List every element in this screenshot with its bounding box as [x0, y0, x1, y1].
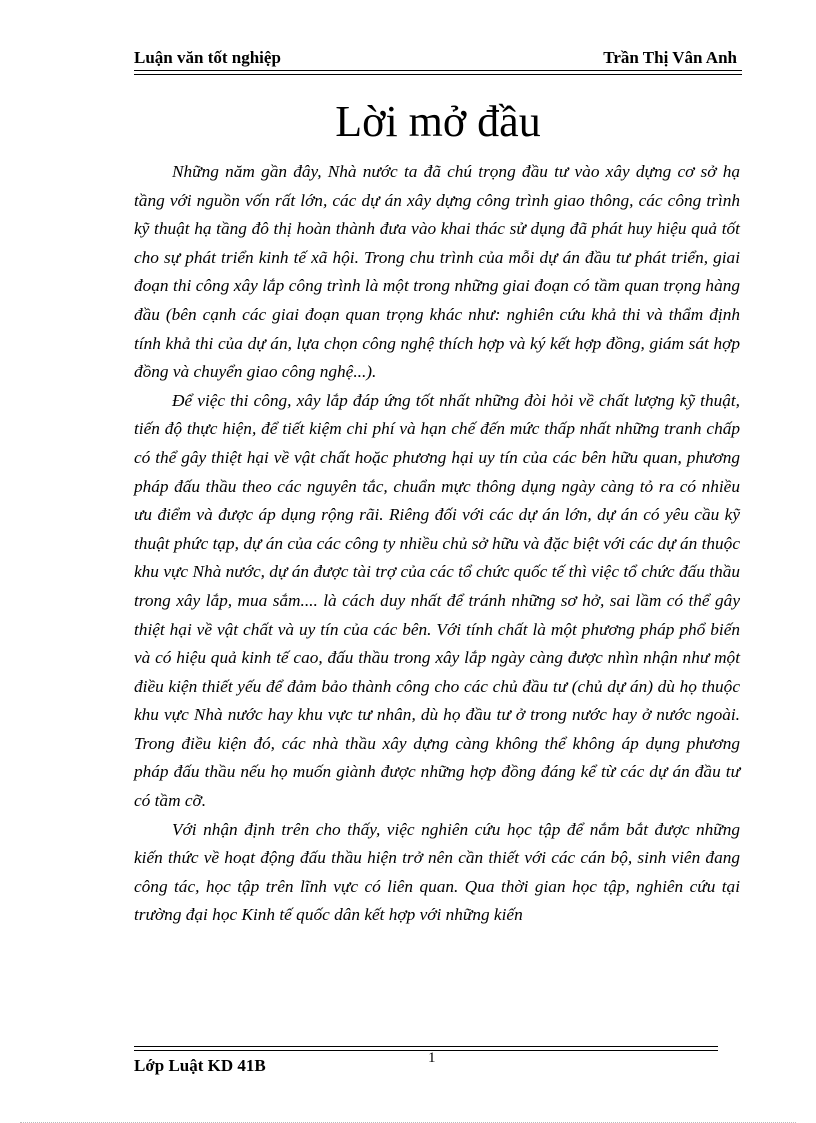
paragraph: Để việc thi công, xây lắp đáp ứng tốt nhất những đòi hỏi về chất lượng kỹ thuật, tiến độ thực hiện, để tiết kiệm chi phí và hạn chế đến mức thấp nhất những tranh chấp có thể gây thiệt hại về vật chất hoặc phương hại uy tín của các bên hữu quan, phương pháp đấu thầu theo các nguyên tắc, chuẩn mực thông dụng ngày càng tỏ ra có nhiều ưu điểm và được áp dụng rộng rãi. Riêng đối với các dự án lớn, dự án có yêu cầu kỹ thuật phức tạp, dự án của các công ty nhiều chủ sở hữu và đặc biệt với các dự án thuộc khu vực Nhà nước, dự án được tài trợ của các tổ chức quốc tế thì việc tổ chức đấu thầu trong xây lắp, mua sắm.... là cách duy nhất để tránh những sơ hở, sai lầm có thể gây thiệt hại về vật chất và uy tín của các bên. Với tính chất là một phương pháp phổ biến và có hiệu quả kinh tế cao, đấu thầu trong xây lắp ngày càng được nhìn nhận như một điều kiện thiết yếu để đảm bảo thành công cho các chủ đầu tư (chủ dự án) dù họ thuộc khu vực Nhà nước hay khu vực tư nhân, dù họ đầu tư ở trong nước hay ở nước ngoài. Trong điều kiện đó, các nhà thầu xây dựng càng không thể không áp dụng phương pháp đấu thầu nếu họ muốn giành được những hợp đồng đáng kể từ các dự án đầu tư có tầm cỡ.	[134, 390, 740, 811]
header-rule-double	[134, 74, 742, 75]
page-title: Lời mở đầu	[335, 97, 541, 146]
header-author: Trần Thị Vân Anh	[603, 48, 737, 67]
footer-class-label: Lớp Luật KD 41B	[134, 1056, 266, 1075]
footer-rule	[134, 1046, 718, 1047]
footer-rule-double	[134, 1050, 718, 1051]
paragraph: Những năm gần đây, Nhà nước ta đã chú trọng đầu tư vào xây dựng cơ sở hạ tầng với nguồn vốn rất lớn, các dự án xây dựng công trình giao thông, các công trình kỹ thuật hạ tầng đô thị hoàn thành đưa vào khai thác sử dụng đã phát huy hiệu quả tốt cho sự phát triển kinh tế xã hội. Trong chu trình của mỗi dự án đầu tư phát triển, giai đoạn thi công xây lắp công trình là một trong những giai đoạn có tầm quan trọng hàng đầu (bên cạnh các giai đoạn quan trọng khác như: nghiên cứu khả thi và thẩm định tính khả thi của dự án, lựa chọn công nghệ thích hợp và ký kết hợp đồng, giám sát hợp đồng và chuyển giao công nghệ...).	[134, 162, 740, 382]
header-rule	[134, 70, 742, 71]
document-body	[134, 158, 740, 930]
paragraph: Với nhận định trên cho thấy, việc nghiên cứu học tập để nắm bắt được những kiến thức về hoạt động đấu thầu hiện trở nên cần thiết với các cán bộ, sinh viên đang công tác, học tập trên lĩnh vực có liên quan. Qua thời gian học tập, nghiên cứu tại trường đại học Kinh tế quốc dân kết hợp với những kiến	[134, 819, 740, 925]
header-document-type: Luận văn tốt nghiệp	[134, 48, 281, 67]
page-number: 1	[428, 1050, 436, 1066]
page-header	[134, 48, 737, 72]
